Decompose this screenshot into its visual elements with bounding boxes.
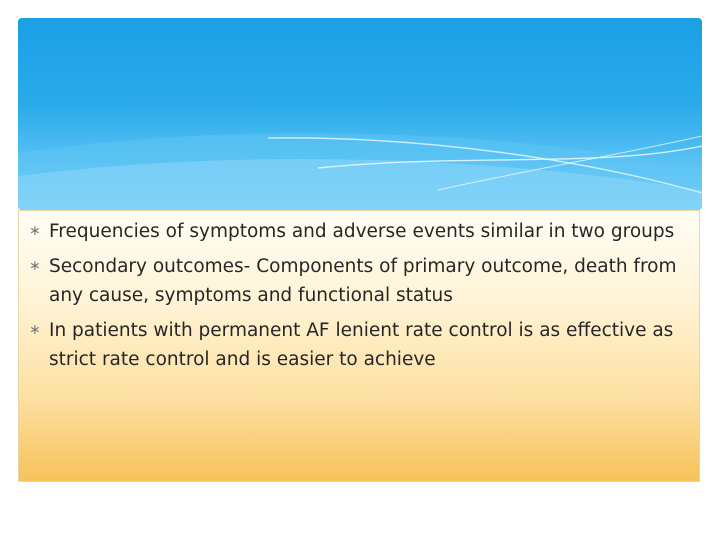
content-panel bbox=[18, 210, 700, 482]
bullet-item bbox=[29, 252, 689, 310]
header-wave-decoration bbox=[18, 18, 702, 210]
bullet-item bbox=[29, 217, 689, 246]
bullet-list bbox=[29, 217, 689, 380]
bullet-text: In patients with permanent AF lenient rate control is as effective as strict rate control and is easier to achieve bbox=[49, 320, 674, 370]
bullet-text: Secondary outcomes- Components of primary outcome, death from any cause, symptoms and functional status bbox=[49, 256, 677, 306]
asterisk-bullet-icon: ∗ bbox=[29, 258, 41, 274]
asterisk-bullet-icon: ∗ bbox=[29, 322, 41, 338]
bullet-text: Frequencies of symptoms and adverse events similar in two groups bbox=[49, 221, 675, 242]
bullet-item bbox=[29, 316, 689, 374]
header-banner bbox=[18, 18, 702, 210]
asterisk-bullet-icon: ∗ bbox=[29, 223, 41, 239]
